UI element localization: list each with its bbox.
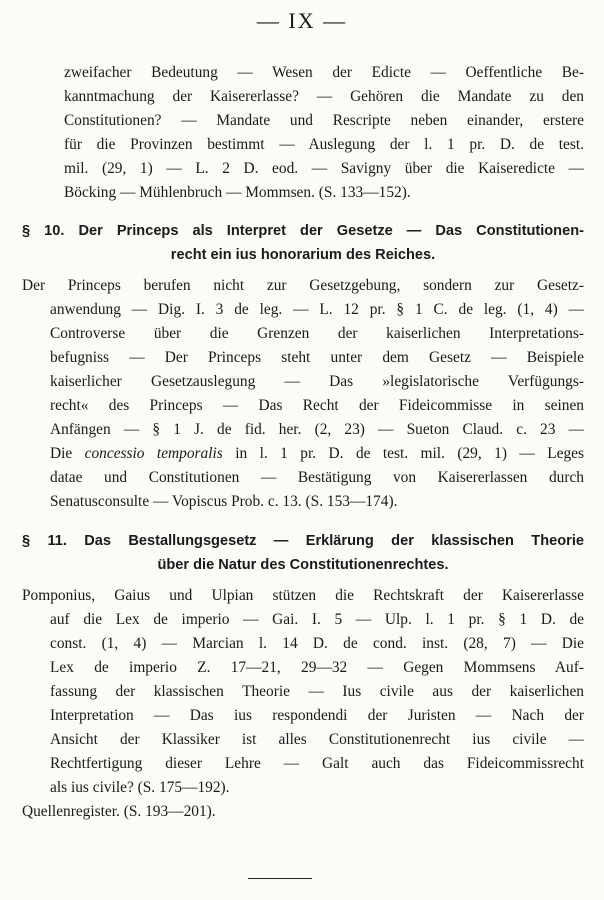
section-10-line: Controverse über die Grenzen der kaiserlichen Interpretations- [50, 325, 584, 342]
section-11-heading-cont: über die Natur des Constitutionenrechtes. [157, 557, 449, 573]
section-11-line: const. (1, 4) — Marcian l. 14 D. de cond. inst. (28, 7) — Die [50, 635, 584, 652]
section-11-line: Ansicht der Klassiker ist alles Constitutionenrecht ius civile — [50, 731, 584, 748]
section-11-line: fassung der klassischen Theorie — Ius civile aus der kaiserlichen [50, 683, 584, 700]
section-11-line: Lex de imperio Z. 17—21, 29—32 — Gegen Mommsens Auf- [50, 659, 584, 676]
section-10-line: befugniss — Der Princeps steht unter dem Gesetz — Beispiele [50, 349, 584, 366]
section-10-line: datae und Constitutionen — Bestätigung von Kaisererlassen durch [50, 469, 584, 486]
index-entry: Quellenregister. (S. 193—201). [22, 803, 216, 820]
toc-line: kanntmachung der Kaisererlasse? — Gehören die Mandate zu den [64, 88, 584, 105]
toc-line: für die Provinzen bestimmt — Auslegung der l. 1 pr. D. de test. [64, 136, 584, 153]
toc-line: mil. (29, 1) — L. 2 D. eod. — Savigny über die Kaiseredicte — [64, 160, 584, 177]
section-10-heading-cont: recht ein ius honorarium des Reiches. [170, 247, 436, 263]
section-11-line: Interpretation — Das ius respondendi der Juristen — Nach der [50, 707, 584, 724]
section-10-line: anwendung — Dig. I. 3 de leg. — L. 12 pr. § 1 C. de leg. (1, 4) — [50, 301, 584, 318]
toc-line: zweifacher Bedeutung — Wesen der Edicte — Oeffentliche Be- [64, 64, 584, 81]
section-10-line: Der Princeps berufen nicht zur Gesetzgebung, sondern zur Gesetz- [22, 277, 584, 294]
toc-line: Constitutionen? — Mandate und Rescripte neben einander, erstere [64, 112, 584, 129]
section-10-line: Anfängen — § 1 J. de fid. her. (2, 23) — Sueton Claud. c. 23 — [50, 421, 584, 438]
section-10-line: Senatusconsulte — Vopiscus Prob. c. 13. (S. 153—174). [50, 493, 398, 510]
section-11-line: auf die Lex de imperio — Gai. I. 5 — Ulp. l. 1 pr. § 1 D. de [50, 611, 584, 628]
page-number: — IX — [256, 8, 348, 33]
section-11-line: Pomponius, Gaius und Ulpian stützen die Rechtskraft der Kaisererlasse [22, 587, 584, 604]
section-11-line: als ius civile? (S. 175—192). [50, 779, 230, 796]
italic-term: concessio temporalis [84, 445, 223, 462]
section-10-line: recht« des Princeps — Das Recht der Fideicommisse in seinen [50, 397, 584, 414]
section-11-line: Rechtfertigung dieser Lehre — Galt auch das Fideicommissrecht [50, 755, 584, 772]
section-10-line-italic: Die concessio temporalis in l. 1 pr. D. de test. mil. (29, 1) — Leges [50, 445, 584, 462]
section-11-heading: § 11. Das Bestallungsgesetz — Erklärung der klassischen Theorie [22, 533, 584, 549]
section-10-line: kaiserlicher Gesetzauslegung — Das »legislatorische Verfügungs- [50, 373, 584, 390]
section-10-heading: § 10. Der Princeps als Interpret der Gesetze — Das Constitutionen- [22, 223, 584, 239]
toc-line: Böcking — Mühlenbruch — Mommsen. (S. 133—152). [64, 184, 411, 201]
closing-rule [248, 878, 312, 879]
